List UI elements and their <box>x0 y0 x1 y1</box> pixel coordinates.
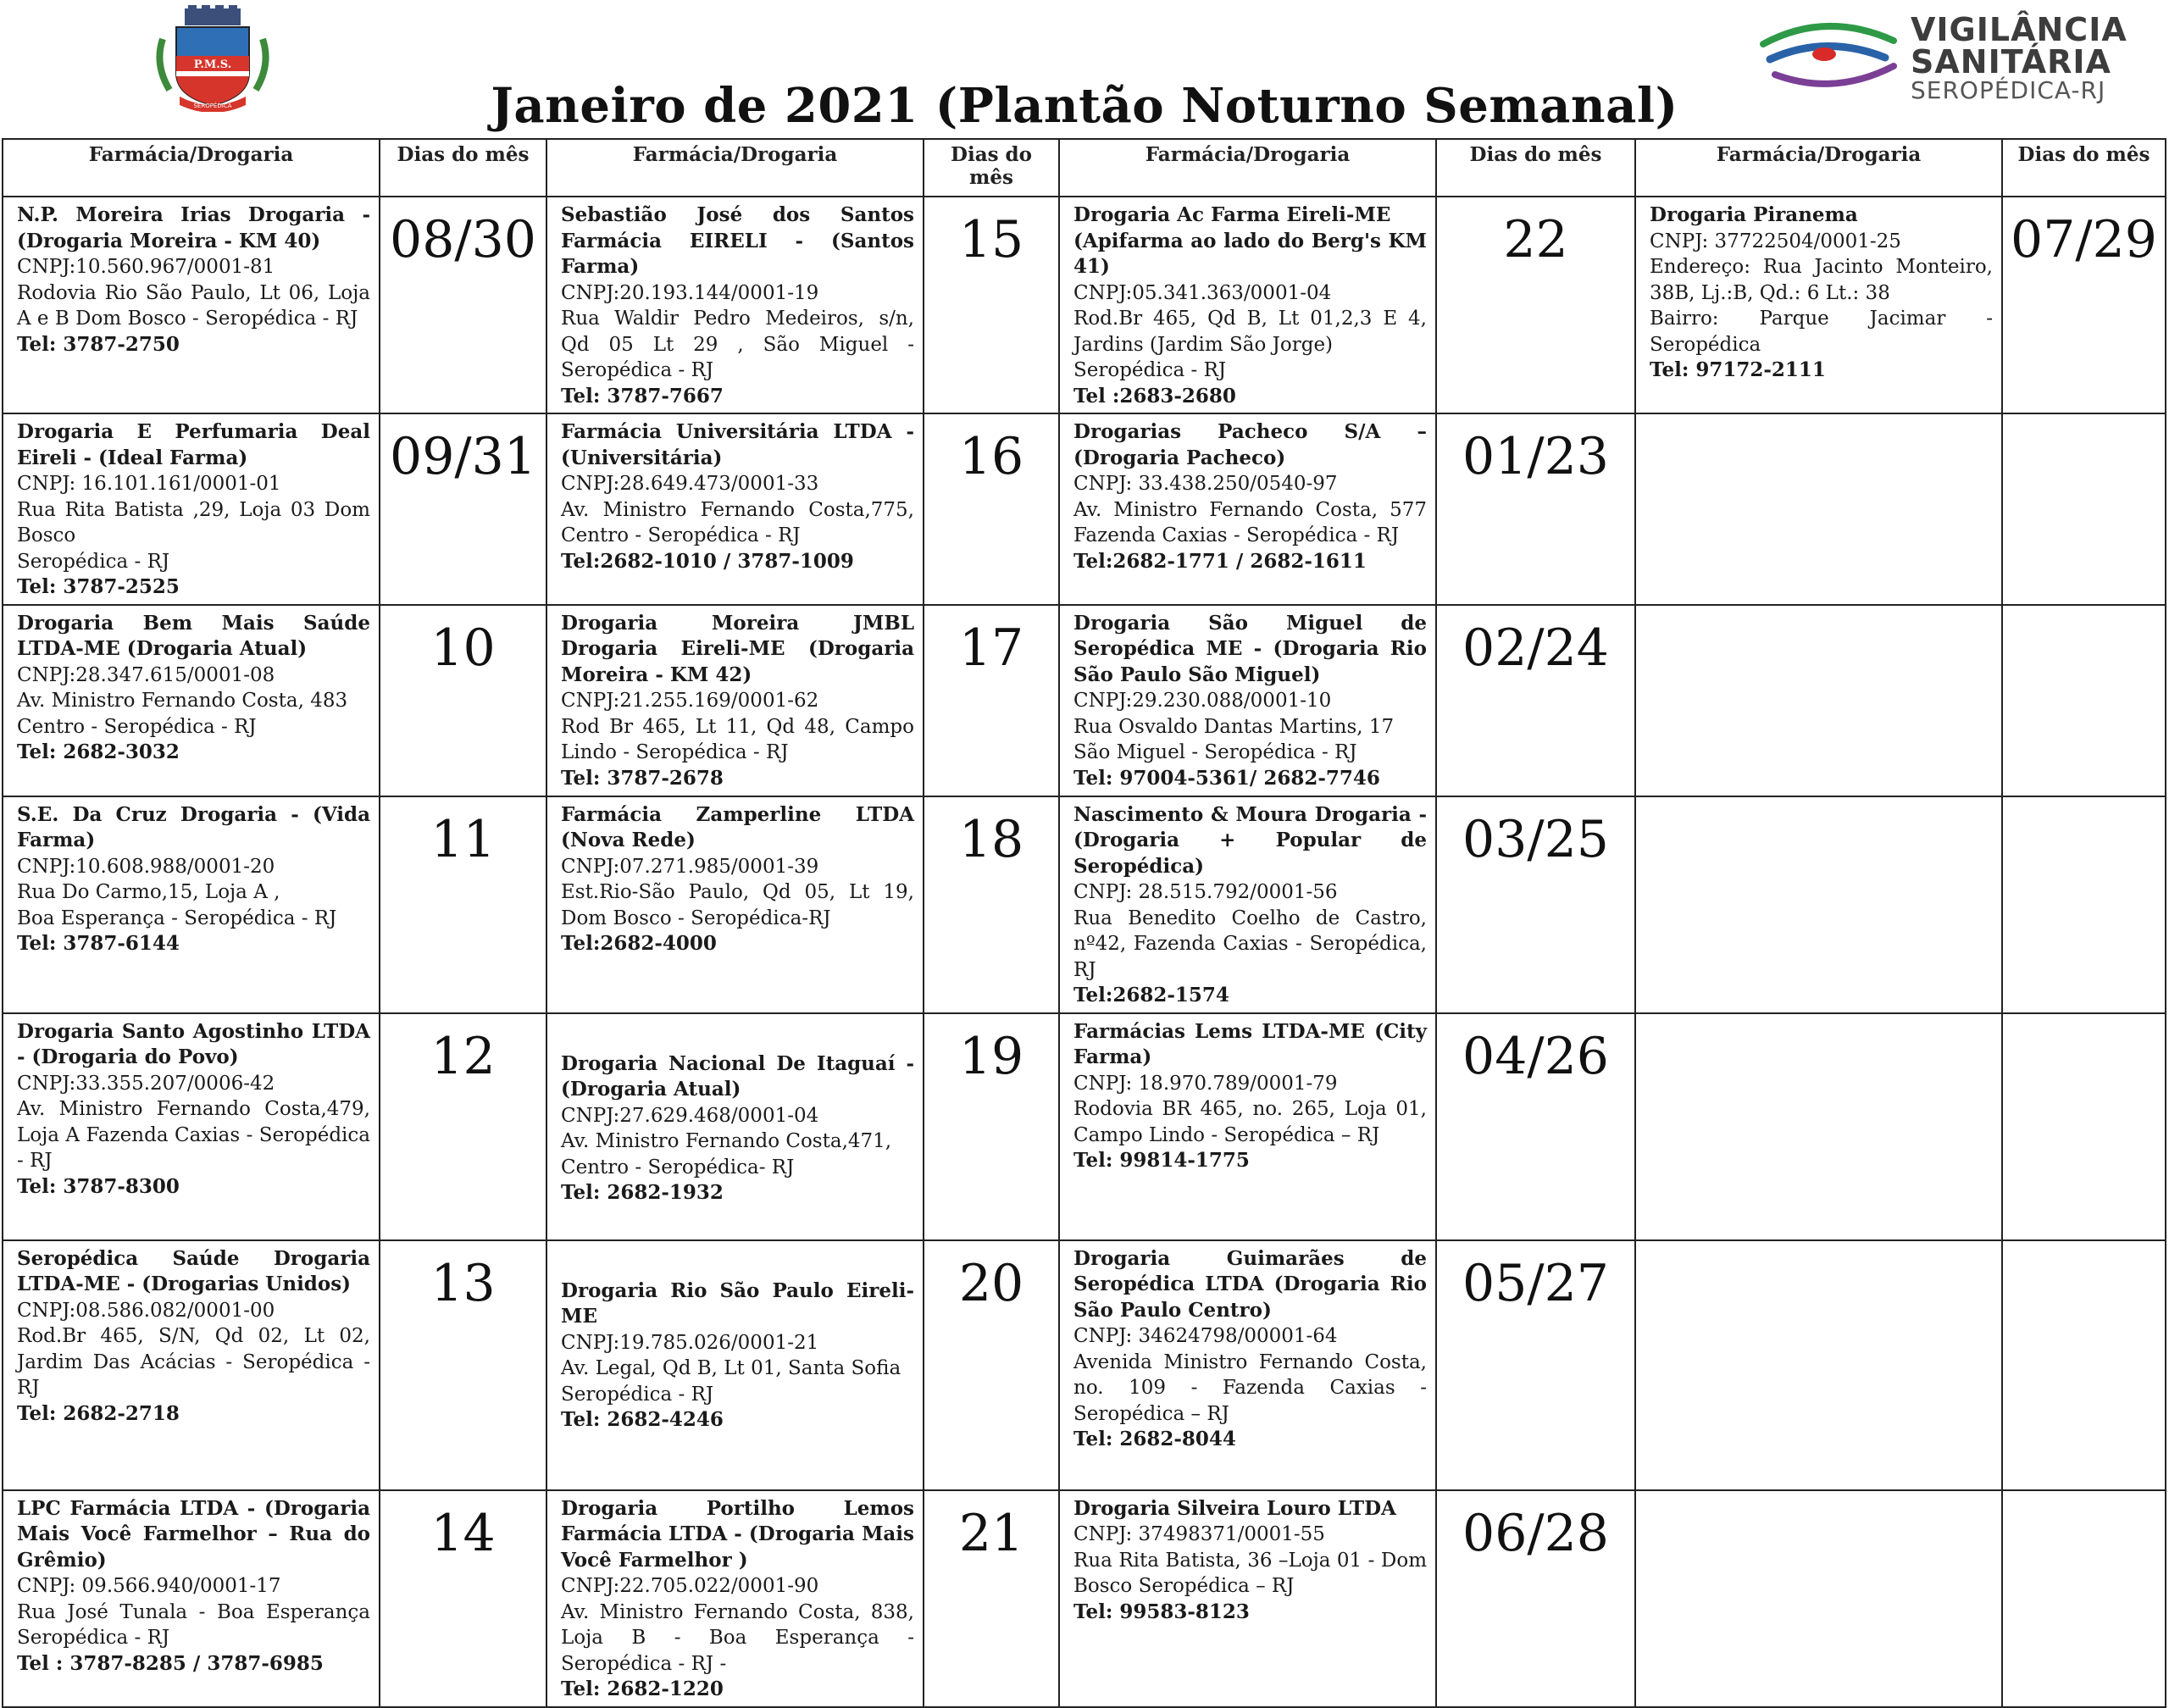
pharmacy-cell <box>3 796 380 1013</box>
pharmacy-cnpj: CNPJ:10.608.988/0001-20 <box>17 855 275 878</box>
duty-days-value: 14 <box>430 1503 496 1563</box>
duty-days-cell <box>2002 197 2166 413</box>
duty-days-value: 12 <box>430 1026 496 1086</box>
pharmacy-phone: Tel: 2682-3032 <box>17 740 180 763</box>
pharmacy-address: Rod.Br 465, S/N, Qd 02, Lt 02, Jardim Das Acácias - Seropédica - RJ <box>17 1325 370 1399</box>
pharmacy-name: Drogaria São Miguel de Seropédica ME - (Drogaria Rio São Paulo São Miguel) <box>1073 611 1427 686</box>
duty-days-value: 05/27 <box>1462 1253 1609 1313</box>
pharmacy-cell <box>546 796 924 1013</box>
pharmacy-address: Av. Ministro Fernando Costa, 577 Fazenda Caxias - Seropédica - RJ <box>1073 498 1427 546</box>
pharmacy-cnpj: CNPJ:07.271.985/0001-39 <box>561 855 819 878</box>
duty-days-cell <box>380 197 546 413</box>
pharmacy-cell <box>1635 1490 2002 1707</box>
pharmacy-phone: Tel: 2682-8044 <box>1073 1428 1236 1450</box>
pharmacy-cell <box>1635 1013 2002 1240</box>
duty-days-value: 01/23 <box>1462 427 1609 486</box>
pharmacy-name: Drogarias Pacheco S/A – (Drogaria Pacheco) <box>1073 420 1427 469</box>
pharmacy-cnpj: CNPJ: 33.438.250/0540-97 <box>1073 473 1338 495</box>
pharmacy-address: Bairro: Parque Jacimar - Seropédica <box>1650 308 1993 356</box>
pharmacy-cnpj: CNPJ: 37498371/0001-55 <box>1073 1523 1325 1545</box>
table-row <box>3 1240 2166 1490</box>
pharmacy-address: Seropédica - RJ <box>1073 359 1227 381</box>
pharmacy-cell <box>546 605 924 796</box>
pharmacy-cnpj: CNPJ:22.705.022/0001-90 <box>561 1575 819 1597</box>
pharmacy-cnpj: CNPJ:28.649.473/0001-33 <box>561 473 819 495</box>
pharmacy-phone: Tel: 3787-2525 <box>17 575 180 598</box>
pharmacy-name: Nascimento & Moura Drogaria - (Drogaria + Popular de Seropédica) <box>1073 802 1427 878</box>
pharmacy-cell <box>3 413 380 605</box>
pharmacy-phone: Tel: 97172-2111 <box>1650 358 1826 381</box>
duty-days-value: 06/28 <box>1462 1503 1609 1563</box>
on-call-schedule-table <box>2 138 2166 1708</box>
pharmacy-phone: Tel: 2682-1932 <box>561 1181 724 1204</box>
pharmacy-address: Rua Do Carmo,15, Loja A , <box>17 881 280 903</box>
pharmacy-name: Seropédica Saúde Drogaria LTDA-ME - (Drogarias Unidos) <box>17 1246 370 1295</box>
pharmacy-cell <box>546 1240 924 1490</box>
svg-text:P.M.S.: P.M.S. <box>193 58 232 71</box>
pharmacy-name: Drogaria Santo Agostinho LTDA - (Drogaria do Povo) <box>17 1019 370 1068</box>
pharmacy-cell <box>3 1240 380 1490</box>
pharmacy-cnpj: CNPJ:19.785.026/0001-21 <box>561 1331 819 1354</box>
pharmacy-address: Av. Legal, Qd B, Lt 01, Santa Sofia <box>561 1357 901 1379</box>
pharmacy-phone: Tel: 3787-2678 <box>561 766 724 790</box>
duty-days-cell <box>924 605 1059 796</box>
duty-days-value: 07/29 <box>2011 210 2157 269</box>
pharmacy-address: Av. Ministro Fernando Costa,775, Centro - Seropédica - RJ <box>561 498 914 546</box>
pharmacy-cnpj: CNPJ: 09.566.940/0001-17 <box>17 1575 281 1597</box>
table-row <box>3 1490 2166 1707</box>
duty-days-cell <box>2002 1490 2166 1707</box>
pharmacy-phone: Tel:2682-1010 / 3787-1009 <box>561 549 854 573</box>
table-row <box>3 413 2166 605</box>
table-row <box>3 605 2166 796</box>
pharmacy-address: Av. Ministro Fernando Costa, 838, Loja B - Boa Esperança -Seropédica - RJ - <box>561 1600 914 1675</box>
duty-days-cell <box>924 1013 1059 1240</box>
pharmacy-cell <box>3 1490 380 1707</box>
pharmacy-name: S.E. Da Cruz Drogaria - (Vida Farma) <box>17 802 370 851</box>
duty-days-value: 09/31 <box>390 427 536 486</box>
pharmacy-name: Farmácia Universitária LTDA - (Universitária) <box>561 420 914 469</box>
pharmacy-name: Farmácias Lems LTDA-ME (City Farma) <box>1073 1019 1427 1068</box>
column-header-pharmacy: Farmácia/Drogaria <box>1059 139 1436 197</box>
pharmacy-name: Drogaria Moreira JMBL Drogaria Eireli-ME (Drogaria Moreira - KM 42) <box>561 611 914 686</box>
pharmacy-address: Av. Ministro Fernando Costa,479, Loja A Fazenda Caxias - Seropédica - RJ <box>17 1098 370 1172</box>
duty-days-value: 16 <box>958 427 1024 486</box>
pharmacy-cell <box>3 197 380 413</box>
pharmacy-name: Drogaria E Perfumaria Deal Eireli - (Ideal Farma) <box>17 420 370 469</box>
pharmacy-cell <box>1635 605 2002 796</box>
logo-line-2: SANITÁRIA <box>1911 43 2111 80</box>
table-header-row <box>3 139 2166 197</box>
pharmacy-cell <box>3 605 380 796</box>
duty-days-cell <box>924 1240 1059 1490</box>
duty-days-cell <box>380 1240 546 1490</box>
duty-days-value: 03/25 <box>1462 809 1609 869</box>
duty-days-cell <box>2002 796 2166 1013</box>
pharmacy-phone: Tel: 3787-6144 <box>17 932 180 955</box>
pharmacy-phone: Tel: 99583-8123 <box>1073 1600 1250 1623</box>
pharmacy-phone: Tel: 99814-1775 <box>1073 1149 1250 1172</box>
pharmacy-name: LPC Farmácia LTDA - (Drogaria Mais Você Farmelhor – Rua do Grêmio) <box>17 1496 370 1572</box>
pharmacy-address: Rod.Br 465, Qd B, Lt 01,2,3 E 4, Jardins (Jardim São Jorge) <box>1073 308 1427 356</box>
duty-days-value: 08/30 <box>390 210 536 269</box>
pharmacy-name: Drogaria Rio São Paulo Eireli- ME <box>561 1278 914 1328</box>
pharmacy-name: Drogaria Silveira Louro LTDA <box>1073 1496 1396 1520</box>
pharmacy-cell <box>546 1013 924 1240</box>
duty-days-cell <box>380 796 546 1013</box>
pharmacy-cnpj: CNPJ:10.560.967/0001-81 <box>17 256 275 278</box>
duty-days-cell <box>1436 413 1635 605</box>
pharmacy-address: Seropédica - RJ <box>561 1383 714 1406</box>
duty-days-value: 18 <box>958 809 1024 869</box>
pharmacy-cell <box>1059 1013 1436 1240</box>
pharmacy-address: Rua José Tunala - Boa Esperança Seropédica - RJ <box>17 1600 370 1649</box>
pharmacy-alias: (Apifarma ao lado do Berg's KM 41) <box>1073 229 1427 278</box>
pharmacy-name: Drogaria Portilho Lemos Farmácia LTDA - (Drogaria Mais Você Farmelhor ) <box>561 1496 914 1572</box>
pharmacy-address: Seropédica - RJ <box>17 550 170 573</box>
column-header-pharmacy: Farmácia/Drogaria <box>3 139 380 197</box>
logo-line-1: VIGILÂNCIA <box>1911 11 2127 48</box>
duty-days-value: 22 <box>1503 210 1568 269</box>
pharmacy-cell <box>1059 796 1436 1013</box>
duty-days-cell <box>2002 1240 2166 1490</box>
pharmacy-address: Rodovia Rio São Paulo, Lt 06, Loja A e B Dom Bosco - Seropédica - RJ <box>17 281 370 330</box>
duty-days-value: 10 <box>430 618 496 678</box>
pharmacy-phone: Tel : 3787-8285 / 3787-6985 <box>17 1651 324 1675</box>
table-row <box>3 197 2166 413</box>
pharmacy-cell <box>1635 413 2002 605</box>
pharmacy-phone: Tel:2682-1574 <box>1073 984 1229 1006</box>
pharmacy-address: Rod Br 465, Lt 11, Qd 48, Campo Lindo - Seropédica - RJ <box>561 715 914 763</box>
pharmacy-address: Avenida Ministro Fernando Costa, no. 109 - Fazenda Caxias - Seropédica – RJ <box>1073 1350 1427 1425</box>
duty-days-cell <box>2002 413 2166 605</box>
pharmacy-address: Av. Ministro Fernando Costa,471, <box>561 1130 892 1152</box>
column-header-pharmacy: Farmácia/Drogaria <box>1635 139 2002 197</box>
pharmacy-phone: Tel: 2682-1220 <box>561 1678 724 1700</box>
duty-days-value: 20 <box>958 1253 1024 1313</box>
pharmacy-address: Est.Rio-São Paulo, Qd 05, Lt 19, Dom Bosco - Seropédica-RJ <box>561 881 914 929</box>
duty-days-cell <box>924 197 1059 413</box>
pharmacy-address: Centro - Seropédica - RJ <box>17 715 257 738</box>
duty-days-cell <box>380 605 546 796</box>
pharmacy-cnpj: CNPJ: 28.515.792/0001-56 <box>1073 881 1338 903</box>
pharmacy-address: Endereço: Rua Jacinto Monteiro, 38B, Lj.:B, Qd.: 6 Lt.: 38 <box>1650 256 1993 304</box>
duty-days-cell <box>1436 1013 1635 1240</box>
pharmacy-cnpj: CNPJ:29.230.088/0001-10 <box>1073 690 1332 712</box>
pharmacy-phone: Tel :2683-2680 <box>1073 384 1236 408</box>
pharmacy-address: Rua Rita Batista ,29, Loja 03 Dom Bosco <box>17 498 370 546</box>
pharmacy-cell <box>1635 1240 2002 1490</box>
duty-days-value: 02/24 <box>1462 618 1609 678</box>
column-header-days: Dias do mês <box>1436 139 1635 197</box>
pharmacy-cnpj: CNPJ:33.355.207/0006-42 <box>17 1072 275 1095</box>
pharmacy-phone: Tel: 2682-2718 <box>17 1401 180 1425</box>
pharmacy-phone: Tel: 2682-4246 <box>561 1408 724 1431</box>
pharmacy-name: Farmácia Zamperline LTDA (Nova Rede) <box>561 802 914 851</box>
pharmacy-cell <box>546 1490 924 1707</box>
duty-days-value: 04/26 <box>1462 1026 1609 1086</box>
pharmacy-cell <box>1059 1240 1436 1490</box>
pharmacy-cell <box>1635 796 2002 1013</box>
duty-days-cell <box>1436 605 1635 796</box>
pharmacy-cell <box>546 197 924 413</box>
duty-days-cell <box>380 1490 546 1707</box>
column-header-days: Dias do mês <box>380 139 546 197</box>
pharmacy-address: Boa Esperança - Seropédica - RJ <box>17 907 337 929</box>
pharmacy-cnpj: CNPJ: 18.970.789/0001-79 <box>1073 1072 1338 1095</box>
duty-days-value: 11 <box>430 809 496 869</box>
pharmacy-cell <box>3 1013 380 1240</box>
page-title: Janeiro de 2021 (Plantão Noturno Semanal) <box>491 78 1678 134</box>
page-header <box>0 0 2169 140</box>
pharmacy-cnpj: CNPJ: 37722504/0001-25 <box>1650 230 1901 252</box>
duty-days-cell <box>380 1013 546 1240</box>
logo-line-3: SEROPÉDICA-RJ <box>1911 76 2106 104</box>
pharmacy-phone: Tel:2682-1771 / 2682-1611 <box>1073 549 1367 573</box>
pharmacy-cnpj: CNPJ: 34624798/00001-64 <box>1073 1325 1338 1347</box>
pharmacy-cell <box>1059 197 1436 413</box>
duty-days-cell <box>1436 796 1635 1013</box>
pharmacy-address: Rua Rita Batista, 36 –Loja 01 - Dom Bosco Seropédica – RJ <box>1073 1549 1427 1597</box>
column-header-days: Dias do mês <box>2002 139 2166 197</box>
column-header-days: Dias do mês <box>924 139 1059 197</box>
pharmacy-address: Av. Ministro Fernando Costa, 483 <box>17 690 348 712</box>
pharmacy-address: Centro - Seropédica- RJ <box>561 1156 795 1178</box>
pharmacy-cell <box>1635 197 2002 413</box>
duty-days-value: 13 <box>430 1253 496 1313</box>
table-row <box>3 1013 2166 1240</box>
pharmacy-cnpj: CNPJ:21.255.169/0001-62 <box>561 690 819 712</box>
pharmacy-name: Sebastião José dos Santos Farmácia EIRELI - (Santos Farma) <box>561 203 914 278</box>
duty-days-cell <box>924 413 1059 605</box>
pharmacy-phone: Tel: 3787-2750 <box>17 332 180 356</box>
pharmacy-address: Rua Osvaldo Dantas Martins, 17 <box>1073 715 1395 738</box>
duty-days-cell <box>2002 1013 2166 1240</box>
pharmacy-cnpj: CNPJ:20.193.144/0001-19 <box>561 281 819 304</box>
pharmacy-phone: Tel: 3787-7667 <box>561 384 724 408</box>
duty-days-cell <box>1436 1490 1635 1707</box>
pharmacy-cnpj: CNPJ:05.341.363/0001-04 <box>1073 281 1332 304</box>
pharmacy-cell <box>1059 1490 1436 1707</box>
pharmacy-cnpj: CNPJ:08.586.082/0001-00 <box>17 1299 275 1322</box>
pharmacy-phone: Tel:2682-4000 <box>561 932 717 955</box>
pharmacy-name: Drogaria Ac Farma Eireli-ME <box>1073 203 1391 226</box>
pharmacy-address: Rua Waldir Pedro Medeiros, s/n, Qd 05 Lt 29 , São Miguel - Seropédica - RJ <box>561 308 914 381</box>
column-header-pharmacy: Farmácia/Drogaria <box>546 139 924 197</box>
duty-days-value: 15 <box>958 210 1024 269</box>
table-row <box>3 796 2166 1013</box>
duty-days-value: 19 <box>958 1026 1024 1086</box>
duty-days-cell <box>380 413 546 605</box>
duty-days-cell <box>1436 1240 1635 1490</box>
svg-text:SEROPÉDICA: SEROPÉDICA <box>193 103 232 109</box>
vigilancia-logo-text <box>1911 11 2127 104</box>
duty-days-value: 21 <box>958 1503 1024 1563</box>
pharmacy-phone: Tel: 97004-5361/ 2682-7746 <box>1073 766 1380 790</box>
pharmacy-name: Drogaria Bem Mais Saúde LTDA-ME (Drogaria Atual) <box>17 611 370 660</box>
pharmacy-address: Rodovia BR 465, no. 265, Loja 01, Campo Lindo - Seropédica – RJ <box>1073 1098 1427 1146</box>
pharmacy-cnpj: CNPJ:28.347.615/0001-08 <box>17 663 275 686</box>
pharmacy-name: Drogaria Piranema <box>1650 203 1858 226</box>
pharmacy-cell <box>1059 605 1436 796</box>
pharmacy-cnpj: CNPJ: 16.101.161/0001-01 <box>17 473 281 495</box>
pharmacy-cell <box>546 413 924 605</box>
duty-days-cell <box>2002 605 2166 796</box>
pharmacy-name: Drogaria Nacional De Itaguaí - (Drogaria Atual) <box>561 1051 914 1101</box>
duty-days-value: 17 <box>958 618 1024 678</box>
pharmacy-address: São Miguel - Seropédica - RJ <box>1073 741 1357 763</box>
duty-days-cell <box>1436 197 1635 413</box>
duty-days-cell <box>924 1490 1059 1707</box>
pharmacy-cell <box>1059 413 1436 605</box>
pharmacy-address: Rua Benedito Coelho de Castro, nº42, Fazenda Caxias - Seropédica, RJ <box>1073 907 1427 981</box>
pharmacy-name: N.P. Moreira Irias Drogaria - (Drogaria Moreira - KM 40) <box>17 203 370 252</box>
pharmacy-cnpj: CNPJ:27.629.468/0001-04 <box>561 1104 819 1127</box>
duty-days-cell <box>924 796 1059 1013</box>
pharmacy-name: Drogaria Guimarães de Seropédica LTDA (Drogaria Rio São Paulo Centro) <box>1073 1246 1427 1322</box>
pharmacy-phone: Tel: 3787-8300 <box>17 1174 180 1198</box>
